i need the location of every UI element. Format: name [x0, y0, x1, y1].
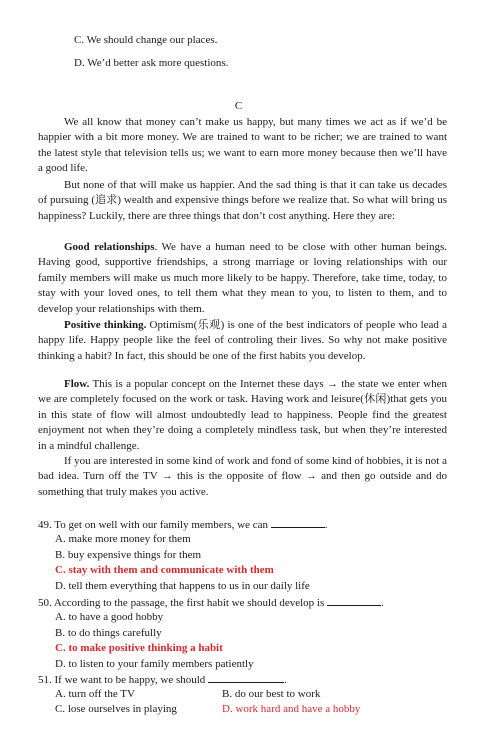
question-49-stem: 49. To get on well with our family members, we can .: [38, 519, 328, 531]
heading-good-relationships: Good relationships: [64, 241, 155, 253]
q49-option-d: D. tell them everything that happens to us in our daily life: [55, 580, 310, 592]
q51-option-c: C. lose ourselves in playing: [55, 703, 177, 715]
q50-option-c-correct: C. to make positive thinking a habit: [55, 642, 223, 654]
answer-blank: [271, 518, 325, 528]
q50-option-b: B. to do things carefully: [55, 627, 162, 639]
question-50-stem: 50. According to the passage, the first habit we should develop is .: [38, 597, 384, 609]
passage-paragraph-4: Positive thinking. Optimism(乐观) is one of the best indicators of people who lead a happy life. Happy people like the feel of controling their lives. So why not make positive thinking a habit? In fact, this should be one of the first habits you develop.: [38, 319, 447, 362]
q49-option-c-correct: C. stay with them and communicate with them: [55, 564, 274, 576]
passage-paragraph-2: But none of that will make us happier. And the sad thing is that it can take us decades of pursuing (追求) wealth and expensive things before we realize that. So what will bring us happiness? Luckily, there are three things that don’t cost anything. Here they are:: [38, 179, 447, 222]
passage-paragraph-6: If you are interested in some kind of work and fond of some kind of hobbies, it is not a bad idea. Turn off the TV → this is the opposite of flow → and then go outside and do something that truly makes you active.: [38, 455, 447, 498]
q49-option-b: B. buy expensive things for them: [55, 549, 202, 561]
q50-option-d: D. to listen to your family members patiently: [55, 658, 254, 670]
section-label: C: [234, 100, 243, 112]
q50-option-a: A. to have a good hobby: [55, 611, 164, 623]
passage-paragraph-3: Good relationships. We have a human need to be close with other human beings. Having good, supportive friendships, a strong marriage or loving relationships with our family members will make us much more likely to be happy. Therefore, take time, today, to stay with your loved ones, to tell them what they mean to you, to listen to them, and to develop your relationships with them.: [38, 241, 447, 315]
passage-paragraph-1: We all know that money can’t make us happy, but many times we act as if we’d be happier with a bit more money. We are trained to want to be richer; we are trained to want the latest style that television tells us; we want to earn more money because then we’ll have a good life.: [38, 116, 447, 175]
answer-blank: [208, 673, 284, 683]
option-d-prev: D. We’d better ask more questions.: [74, 57, 229, 69]
heading-flow: Flow.: [64, 378, 90, 390]
option-c-prev: C. We should change our places.: [74, 34, 218, 46]
q51-option-b: B. do our best to work: [222, 688, 321, 700]
q51-option-d-correct: D. work hard and have a hobby: [222, 703, 361, 715]
passage-paragraph-5: Flow. This is a popular concept on the Internet these days → the state we enter when we are completely focused on the work or task. Having work and leisure(休闲)that gets you in this state of flow will almost undoubtedly lead to happiness. People find the greatest enjoyment not when they’re doing a completely mindless task, but when they’re interested in a mindful challenge.: [38, 378, 447, 452]
heading-positive-thinking: Positive thinking.: [64, 319, 147, 331]
question-51-stem: 51. If we want to be happy, we should .: [38, 674, 287, 686]
q49-option-a: A. make more money for them: [55, 533, 191, 545]
answer-blank: [327, 596, 381, 606]
q51-option-a: A. turn off the TV: [55, 688, 135, 700]
